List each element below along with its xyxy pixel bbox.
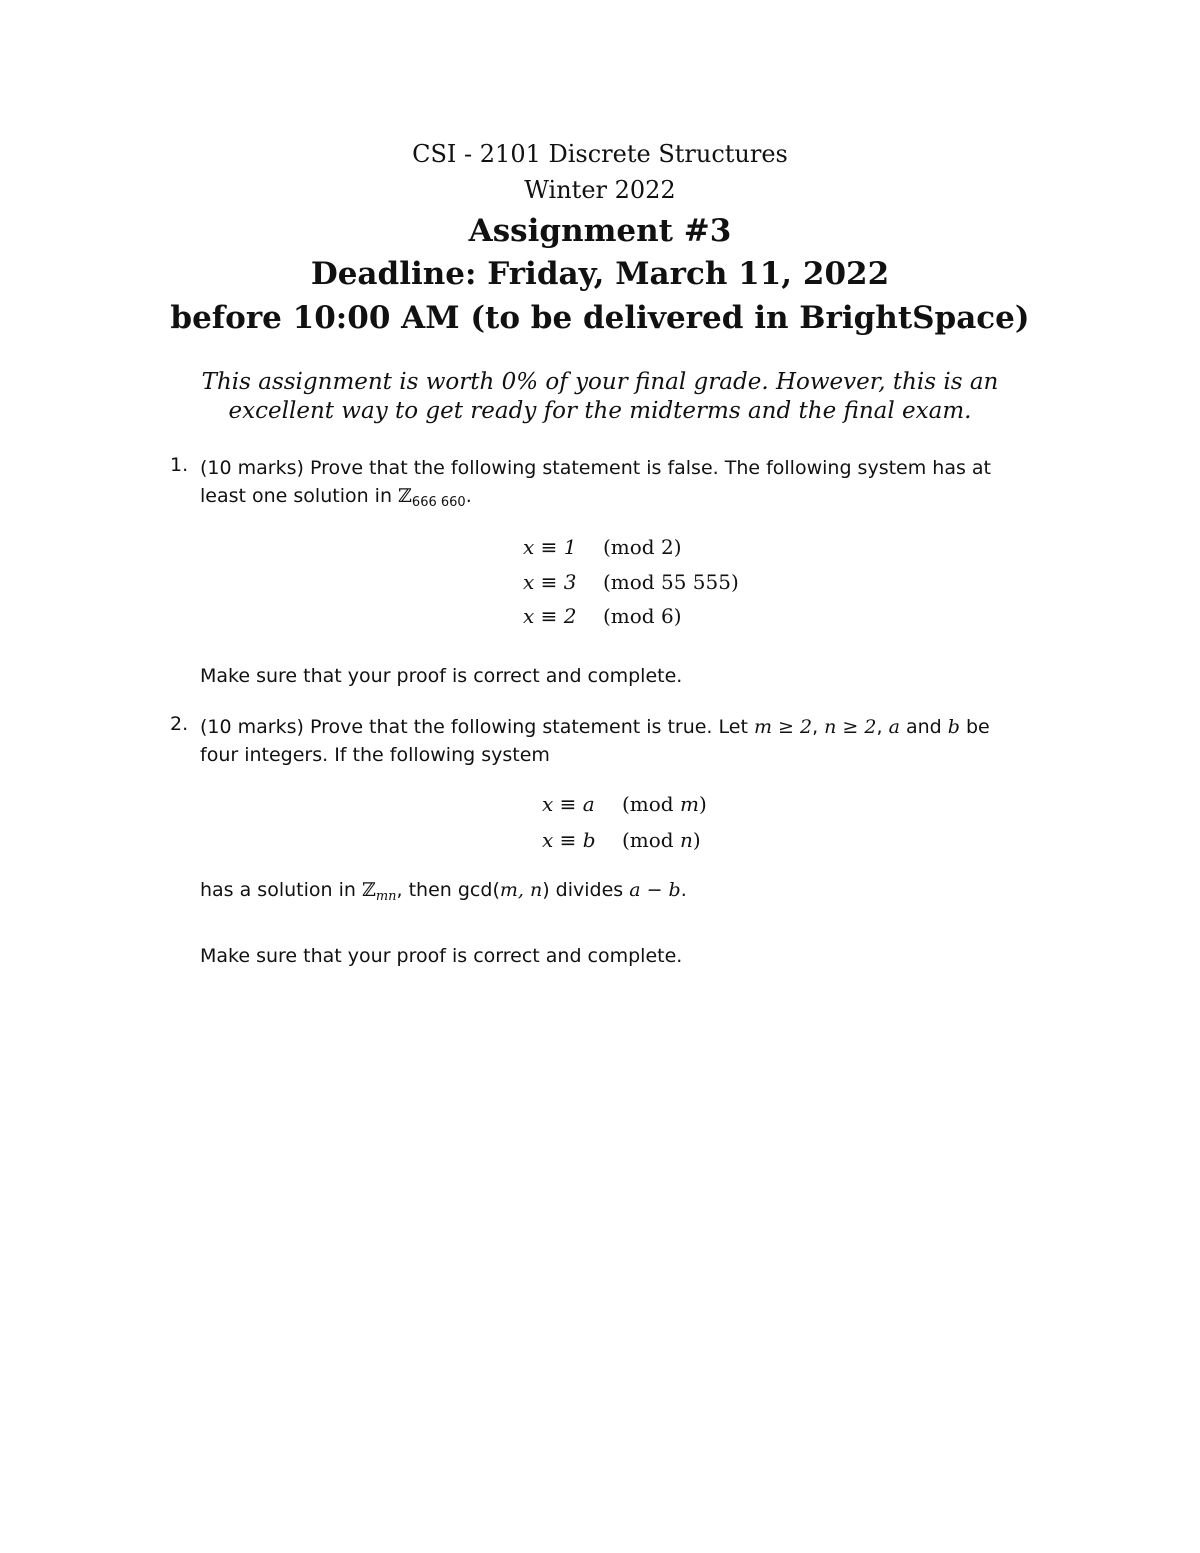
z-set-subscript: 666 660 xyxy=(411,495,466,510)
question-1-closing: Make sure that your proof is correct and complete. xyxy=(200,665,683,687)
grade-note xyxy=(150,368,1050,426)
deadline-time: before 10:00 AM (to be delivered in BrightSpace) xyxy=(170,300,1030,336)
question-2-line-1: (10 marks) Prove that the following statement is true. Let m ≥ 2, n ≥ 2, a and b be xyxy=(200,716,990,738)
q1-equation-3: x ≡ 2 (mod 6) xyxy=(523,604,682,628)
z-set-symbol: ℤ xyxy=(398,485,412,507)
z-mn-symbol: ℤ xyxy=(361,879,376,901)
question-1-line-2: least one solution in ℤ$_{666 660}$. xyxy=(200,485,472,510)
q2-equation-1: x ≡ a (mod m) xyxy=(542,792,707,816)
grade-note-line-1: This assignment is worth 0% of your final grade. However, this is an xyxy=(201,369,999,395)
question-1-line-1: (10 marks) Prove that the following statement is false. The following system has at xyxy=(200,457,991,479)
q1-equation-2: x ≡ 3 (mod 55 555) xyxy=(523,570,739,594)
z-mn-subscript: mn xyxy=(375,889,397,904)
course-title: CSI - 2101 Discrete Structures xyxy=(412,140,788,168)
question-2-number: 2. xyxy=(170,713,189,735)
deadline: Deadline: Friday, March 11, 2022 xyxy=(310,256,890,292)
q1-equation-1: x ≡ 1 (mod 2) xyxy=(523,535,682,559)
assignment-title: Assignment #3 xyxy=(468,213,732,249)
grade-note-line-2: excellent way to get ready for the midterms and the final exam. xyxy=(228,398,972,424)
question-2-text xyxy=(200,713,1065,769)
question-2-solution-line: has a solution in ℤ$_{mn}$, then gcd(m, n) divides a − b. xyxy=(200,879,687,904)
question-1-text xyxy=(200,454,1065,517)
term: Winter 2022 xyxy=(524,176,676,204)
q2-equation-2: x ≡ b (mod n) xyxy=(542,828,701,852)
question-2-closing: Make sure that your proof is correct and complete. xyxy=(200,945,683,967)
question-1-number: 1. xyxy=(170,454,189,476)
question-2-line-2: four integers. If the following system xyxy=(200,744,550,766)
